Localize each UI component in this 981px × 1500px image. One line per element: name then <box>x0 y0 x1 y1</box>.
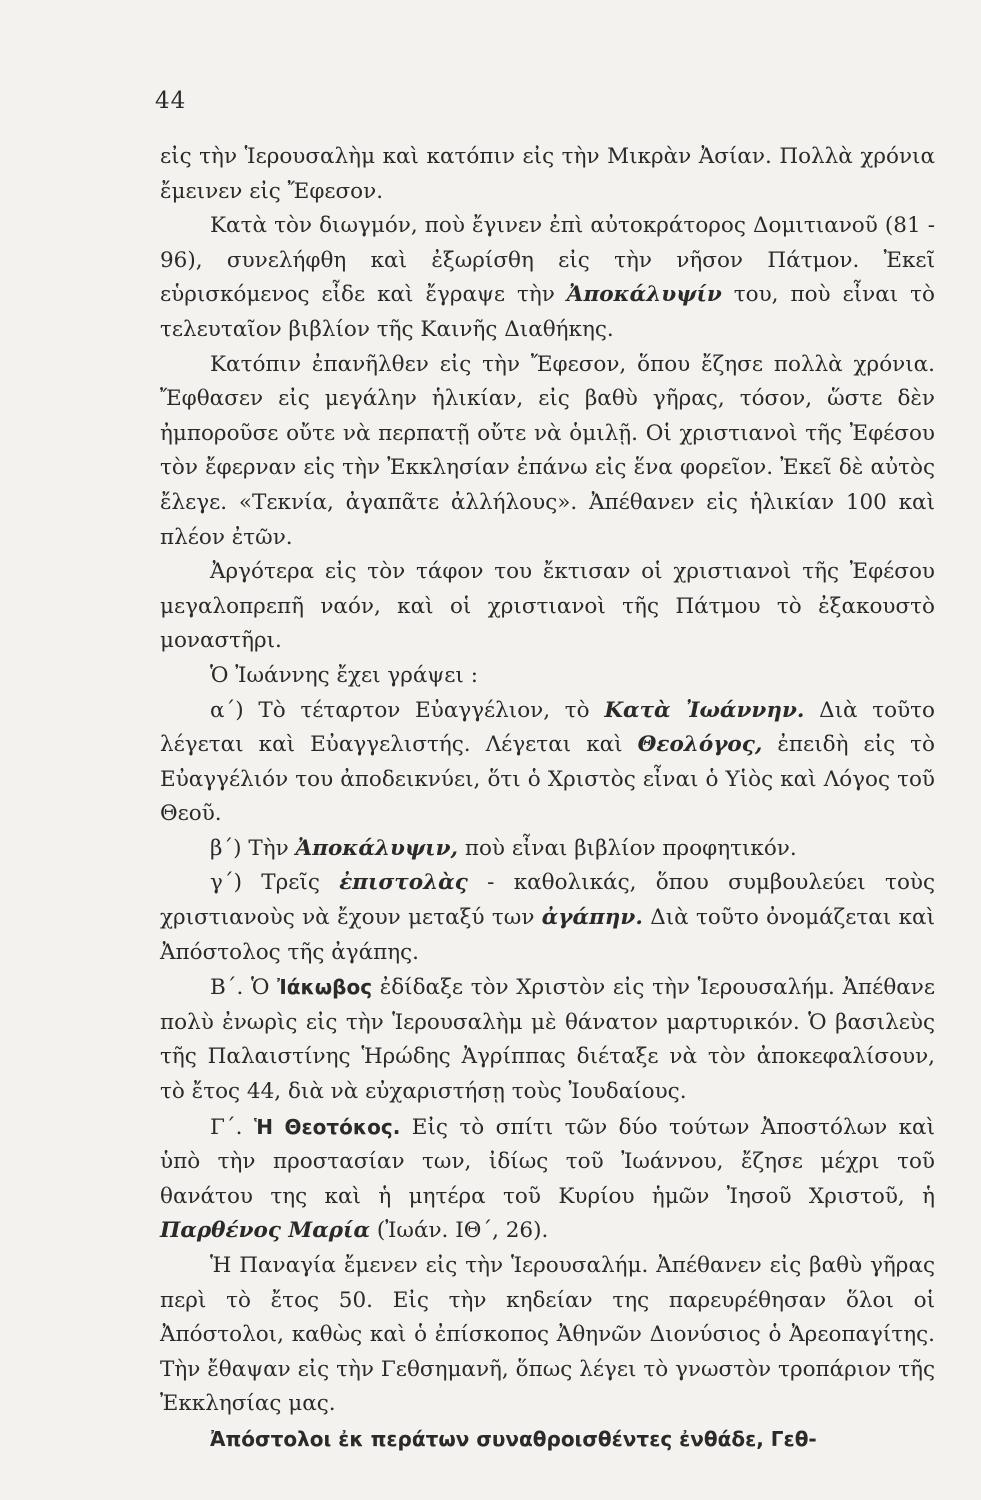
text-run: Διὰ τοῦτο λέγεται καὶ Εὐαγγελιστής. Λέγεται καὶ <box>160 697 935 758</box>
emphasized-text: ἀγάπην. <box>541 905 643 931</box>
page-number: 44 <box>155 88 187 114</box>
emphasized-text: Ἀποκάλυψίν <box>566 282 722 308</box>
text-run: Κατόπιν ἐπανῆλθεν εἰς τὴν Ἔφεσον, ὅπου ἔζησε πολλὰ χρόνια. Ἔφθασεν εἰς μεγάλην ἡλικίαν, εἰς βαθὺ γῆρας, τόσον, ὥστε δὲν ἠμποροῦσε οὔτε νὰ περπατῇ οὔτε νὰ ὁμιλῇ. Οἱ χριστιανοὶ τῆς Ἐφέσου τὸν ἔφερναν εἰς τὴν Ἐκκλησίαν ἐπάνω εἰς ἕνα φορεῖον. Ἐκεῖ δὲ αὐτὸς ἔλεγε. «Τεκνία, ἀγαπᾶτε ἀλλήλους». Ἀπέθανεν εἰς ἡλικίαν 100 καὶ πλέον ἐτῶν. <box>160 351 935 550</box>
text-run: Β΄. Ὁ <box>210 975 278 1001</box>
text-run: (Ἰωάν. ΙΘ΄, 26). <box>370 1218 549 1244</box>
text-run: Εἰς τὸ σπίτι τῶν δύο τούτων Ἀποστόλων καὶ ὑπὸ τὴν προστασίαν των, ἰδίως τοῦ Ἰωάννου, ἔζησε μέχρι τοῦ θανάτου της καὶ ἡ μητέρα τοῦ Κυρίου ἡμῶν Ἰησοῦ Χριστοῦ, ἡ <box>160 1114 935 1209</box>
paragraph <box>160 659 935 694</box>
text-run: Ἡ Παναγία ἔμενεν εἰς τὴν Ἱερουσαλήμ. Ἀπέθανεν εἰς βαθὺ γῆρας περὶ τὸ ἔτος 50. Εἰς τὴν κηδείαν της παρευρέθησαν ὅλοι οἱ Ἀπόστολοι, καθὼς καὶ ὁ ἐπίσκοπος Ἀθηνῶν Διονύσιος ὁ Ἀρεοπαγίτης. Τὴν ἔθαψαν εἰς τὴν Γεθσημανῆ, ὅπως λέγει τὸ γνωστὸν τροπάριον τῆς Ἐκκλησίας μας. <box>160 1253 935 1417</box>
paragraph <box>160 209 935 347</box>
paragraph <box>160 348 935 556</box>
emphasized-text: Ἀπόστολοι ἐκ περάτων συναθροισθέντες ἐνθάδε, Γεθ- <box>210 1426 817 1451</box>
text-run: του, ποὺ εἶναι τὸ τελευταῖον βιβλίον τῆς Καινῆς Διαθήκης. <box>160 282 935 342</box>
text-run: α΄) Τὸ τέταρτον Εὐαγγέλιον, τὸ <box>210 697 605 723</box>
emphasized-text: Κατὰ Ἰωάννην. <box>604 697 805 723</box>
text-run: ἐπειδὴ εἰς τὸ Εὐαγγέλιόν του ἀποδεικνύει, ὅτι ὁ Χριστὸς εἶναι ὁ Υἱὸς καὶ Λόγος τοῦ Θεοῦ. <box>160 732 936 827</box>
list-item-beta <box>160 832 935 867</box>
hymn-line <box>160 1422 935 1458</box>
emphasized-text: Ἰάκωβος <box>277 975 373 1000</box>
text-run: Ἀργότερα εἰς τὸν τάφον του ἔκτισαν οἱ χριστιανοὶ τῆς Ἐφέσου μεγαλοπρεπῆ ναόν, καὶ οἱ χριστιανοὶ τῆς Πάτμου τὸ ἐξακουστὸ μοναστῆρι. <box>160 559 935 654</box>
text-run: β΄) Τὴν <box>210 835 296 861</box>
list-item-alpha <box>160 694 935 832</box>
text-run: Ὁ Ἰωάννης ἔχει γράψει : <box>210 662 478 688</box>
paragraph <box>160 1249 935 1422</box>
list-item-gamma <box>160 866 935 970</box>
emphasized-text: Ἀποκάλυψιν, <box>295 835 458 861</box>
emphasized-text: ἐπιστολὰς <box>339 870 468 896</box>
text-run: Διὰ τοῦτο ὀνομάζεται καὶ Ἀπόστολος τῆς ἀγάπης. <box>160 905 935 965</box>
text-run: Γ΄. <box>210 1114 254 1140</box>
emphasized-text: Θεολόγος, <box>637 732 763 758</box>
text-run: εἰς τὴν Ἱερουσαλὴμ καὶ κατόπιν εἰς τὴν Μικρὰν Ἀσίαν. Πολλὰ χρόνια ἔμεινεν εἰς Ἔφεσον. <box>160 144 935 204</box>
emphasized-text: Παρθένος Μαρία <box>160 1218 370 1244</box>
section-iakovos <box>160 970 935 1109</box>
text-run: Κατὰ τὸν διωγμόν, ποὺ ἔγινεν ἐπὶ αὐτοκράτορος Δομιτιανοῦ (81 - 96), συνελήφθη καὶ ἐξωρίσθη εἰς τὴν νῆσον Πάτμον. Ἐκεῖ εὑρισκόμενος εἶδε καὶ ἔγραψε τὴν <box>160 213 935 308</box>
emphasized-text: Ἡ Θεοτόκος. <box>253 1114 401 1139</box>
paragraph <box>160 140 935 209</box>
section-theotokos <box>160 1110 935 1249</box>
paragraph <box>160 555 935 659</box>
text-run: ἐδίδαξε τὸν Χριστὸν εἰς τὴν Ἱερουσαλήμ. Ἀπέθανε πολὺ ἐνωρὶς εἰς τὴν Ἱερουσαλὴμ μὲ θάνατον μαρτυρικόν. Ὁ βασιλεὺς τῆς Παλαιστίνης Ἡρώδης Ἀγρίππας διέταξε νὰ τὸν ἀποκεφαλίσουν, τὸ ἔτος 44, διὰ νὰ εὐχαριστήσῃ τοὺς Ἰουδαίους. <box>160 975 935 1105</box>
text-run: ποὺ εἶναι βιβλίον προφητικόν. <box>458 835 797 861</box>
text-run: γ΄) Τρεῖς <box>210 870 340 896</box>
text-run: - καθολικάς, ὅπου συμβουλεύει τοὺς χριστιανοὺς νὰ ἔχουν μεταξύ των <box>160 870 935 931</box>
body-text <box>160 140 935 1458</box>
